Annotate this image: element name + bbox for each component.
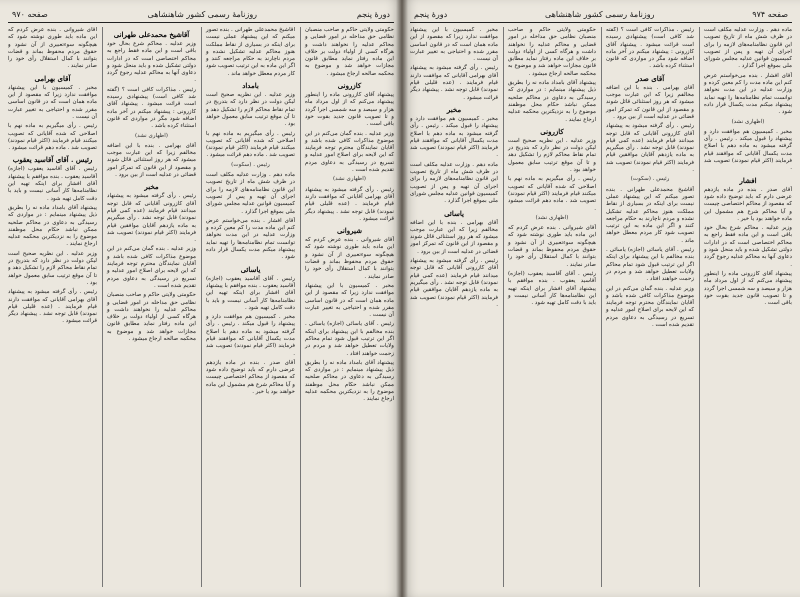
para: وزیر عدلیه . این نظریه صحیح است لیکن دولت در نظر دارد که بتدریج در تمام نقاط محاکم لازم را تشکیل دهد و تا آن موقع ترتیب سابق معمول خواهد بود . bbox=[8, 250, 97, 286]
section-heading: شیروانی bbox=[337, 226, 362, 236]
remark: (اظهاری نشد) bbox=[731, 118, 765, 125]
para: رئیس . مذاکرات کافی است ؟ (گفته شد کافی است) پیشنهادی رسیده است قرائت میشود . پیشنهاد آقای کازرونی : پیشنهاد میکنم در آخر ماده اضافه شود مگر در مواردی که قانون استثناء کرده باشد . bbox=[107, 86, 196, 130]
right-page-header bbox=[410, 8, 792, 23]
para: آقای افشار . بنده می‌خواستم عرض کنم این ماده مدت را کم معین کرده و وزارت عدلیه در این مدت نخواهد توانست تمام نظامنامه‌ها را تهیه نماید پیشنهاد میکنم مدت یکسال قرار داده شود . bbox=[704, 72, 792, 116]
para: حکومتی ولایتی حاکم و صاحب منصبان نظامی حق مداخله در امور قضایی و محاکم عدلیه را نخواهند داشت و هرگاه کسی از اولیاء دولت بر خلاف این ماده رفتار نماید مطابق قانون مجازات خواهد شد و موضوع به محکمه صالحه ارجاع میشود . bbox=[305, 27, 394, 77]
left-page-header bbox=[8, 8, 394, 23]
para: مخبر . کمیسیون هم موافقت دارد و پیشنهاد را قبول میکند . رئیس . رأی گرفته میشود به ماده دهم با اصلاح مدت یکسال آقایانی که موافقند قیام فرمایند (اکثر قیام نمودند) تصویب شد . bbox=[704, 128, 792, 172]
para: آقای بهرامی . بنده با این اضافه مخالفم زیرا که این عبارت موجب میشود که هر روز استثنائی قائل شوند و مقصود از این قانون که تمرکز امور قضائی در عدلیه است از بین برود . bbox=[107, 142, 196, 179]
remark: رئیس . (سکوت) bbox=[630, 176, 670, 183]
para: وزیر عدلیه . محاکم شرع بحال خود باقی است و این ماده فقط راجع به محاکم اختصاصی است که در ادارات دولتی تشکیل شده و باید منحل شود و دعاوی آنها به محاکم عدلیه رجوع گردد . bbox=[107, 41, 196, 84]
para: رئیس . رأی میگیریم به ماده نهم با اصلاحی که شده آقایانی که تصویب میکنند قیام فرمایند (اکثر قیام نمودند) تصویب شد . ماده دهم قرائت میشود . bbox=[206, 130, 295, 159]
para: آقاشیخ محمدعلی طهرانی . بنده تصور میکنم که این پیشنهاد عملی نیست برای اینکه در بسیاری از نقاط مملکت هنوز محاکم عدلیه تشکیل نشده و مردم ناچارند به حکام مراجعه کنند و اگر این ماده به این ترتیب تصویب شود کار مردم معطل خواهد ماند . bbox=[606, 186, 694, 244]
para: رئیس . آقای آقاسید یعقوب (اجازه) آقاسید یعقوب . بنده موافقم با پیشنهاد آقای افشار برای اینکه تهیه این نظامنامه‌ها کار آسانی نیست و باید با دقت کامل تهیه شود . bbox=[508, 270, 596, 307]
para: آقای صدر . بنده در ماده یازدهم عرضی دارم که باید توضیح داده شود که مقصود از محاکم اختصاصی چیست و آیا محاکم شرع هم مشمول این ماده خواهند بود یا خیر . bbox=[206, 359, 295, 396]
section-heading: بامداد bbox=[242, 81, 259, 91]
para: پیشنهاد آقای بامداد ماده نه را بطریق ذیل پیشنهاد مینمایم : در مواردی که رسیدگی به دعاوی در محاکم صلحیه ممکن نباشد حکام محل موظفند موضوع را به نزدیکترین محکمه عدلیه ارجاع نمایند . bbox=[508, 80, 596, 123]
para: رئیس . رأی گرفته میشود به پیشنهاد آقای بهرامی آقایانی که موافقت دارند قیام فرمایند . (عده قلیلی قیام نمودند) قابل توجه نشد . پیشنهاد دیگر قرائت میشود . bbox=[410, 65, 498, 101]
para: رئیس . رأی میگیریم به ماده نهم با اصلاحی که شده آقایانی که تصویب میکنند قیام فرمایند (اکثر قیام نمودند) تصویب شد . ماده دهم قرائت میشود . bbox=[508, 176, 596, 212]
para: حکومتی ولایتی حاکم و صاحب منصبان نظامی حق مداخله در امور قضایی و محاکم عدلیه را نخواهند داشت و هرگاه کسی از اولیاء دولت بر خلاف این ماده رفتار نماید مطابق قانون مجازات خواهد شد و موضوع به محکمه صالحه ارجاع میشود . bbox=[508, 27, 596, 77]
binding-gutter bbox=[396, 0, 408, 597]
para: رئیس . آقای یاسائی (اجازه) یاسائی . بنده مخالفم با این پیشنهاد برای اینکه اگر این ترتیب قبول شود تمام محاکم ولایات تعطیل خواهد شد و مردم در زحمت خواهند افتاد . bbox=[606, 247, 694, 283]
section-heading: مخبر bbox=[446, 104, 462, 114]
para: آقای شیروانی . بنده عرض کردم که این ماده باید طوری نوشته شود که هیچگونه سوءتعبیری از آن نشود و حقوق مردم محفوظ بماند و قضات بتوانند با کمال استقلال رأی خود را صادر نمایند . bbox=[8, 27, 97, 70]
para: رئیس . رأی گرفته میشود به پیشنهاد آقای بهرامی آقایانی که موافقت دارند قیام فرمایند . (عده قلیلی قیام نمودند) قابل توجه نشد . پیشنهاد دیگر قرائت میشود . bbox=[305, 186, 394, 222]
section-heading: کازرونی bbox=[540, 126, 564, 136]
right-col-4 bbox=[410, 27, 498, 587]
para: پیشنهاد آقای بامداد ماده نه را بطریق ذیل پیشنهاد مینمایم : در مواردی که رسیدگی به دعاوی در محاکم صلحیه ممکن نباشد حکام محل موظفند موضوع را به نزدیکترین محکمه عدلیه ارجاع نمایند . bbox=[8, 204, 97, 248]
para: مخبر . کمیسیون هم موافقت دارد و پیشنهاد را قبول میکند . رئیس . رأی گرفته میشود به ماده دهم با اصلاح مدت یکسال آقایانی که موافقند قیام فرمایند (اکثر قیام نمودند) تصویب شد . bbox=[410, 115, 498, 159]
right-header-center: روزنامهٔ رسمی کشور شاهنشاهی bbox=[544, 10, 655, 19]
para: آقای شیروانی . بنده عرض کردم که این ماده باید طوری نوشته شود که هیچگونه سوءتعبیری از آن نشود و حقوق مردم محفوظ بماند و قضات بتوانند با کمال استقلال رأی خود را صادر نمایند . bbox=[305, 237, 394, 280]
section-heading: افشار bbox=[739, 175, 757, 185]
para: وزیر عدلیه . این نظریه صحیح است لیکن دولت در نظر دارد که بتدریج در تمام نقاط محاکم لازم را تشکیل دهد و تا آن موقع ترتیب سابق معمول خواهد بود . bbox=[508, 137, 596, 174]
para: ماده دهم . وزارت عدلیه مکلف است در ظرف شش ماه از تاریخ تصویب این قانون نظامنامه‌های لازمه را برای اجرای آن تهیه و پس از تصویب کمیسیون قوانین عدلیه مجلس شورای ملی بموقع اجرا گذارد . bbox=[206, 172, 295, 215]
right-header-right: صفحه ۹۷۴ bbox=[752, 10, 788, 19]
para: رئیس . مذاکرات کافی است ؟ (گفته شد کافی است) پیشنهادی رسیده است قرائت میشود . پیشنهاد آقای کازرونی : پیشنهاد میکنم در آخر ماده اضافه شود مگر در مواردی که قانون استثناء کرده باشد . bbox=[606, 27, 694, 70]
section-heading: آقای صدر bbox=[635, 73, 665, 83]
left-page-columns bbox=[8, 27, 394, 587]
section-heading: کازرونی bbox=[337, 81, 362, 91]
left-col-1 bbox=[300, 27, 394, 587]
para: پیشنهاد آقای کازرونی ماده را اینطور پیشنهاد می‌کنم که از اول مرداد ماه هزار و سیصد و سه شمسی اجرا گردد و تا تصویب قانون جدید بقوت خود باقی است . bbox=[704, 270, 792, 307]
para: رئیس . رأی گرفته میشود به پیشنهاد آقای کازرونی آقایانی که قابل توجه میدانند قیام فرمایند (عده کمی قیام نمودند) قابل توجه نشد . رأی میگیریم به ماده یازدهم آقایان موافقین قیام فرمایند (اکثر قیام نمودند) تصویب شد . bbox=[606, 123, 694, 174]
section-heading: آقای بهرامی bbox=[34, 73, 71, 83]
right-page-columns bbox=[410, 27, 792, 587]
left-col-3 bbox=[102, 27, 196, 587]
left-header-right: دورهٔ پنجم bbox=[356, 10, 390, 19]
right-col-1 bbox=[699, 27, 792, 587]
right-page bbox=[402, 0, 800, 597]
section-heading: رئیس . آقای آقاسید یعقوب bbox=[12, 155, 93, 165]
para: وزیر عدلیه . بنده گمان می‌کنم در این موضوع مذاکرات کافی شده باشد و آقایان نمایندگان محترم توجه فرمایند که این لایحه برای اصلاح امور عدلیه و تسریع در رسیدگی به دعاوی مردم تقدیم شده است . bbox=[305, 130, 394, 174]
para: وزیر عدلیه . محاکم شرع بحال خود باقی است و این ماده فقط راجع به محاکم اختصاصی است که در ادارات دولتی تشکیل شده و باید منحل شود و دعاوی آنها به محاکم عدلیه رجوع گردد . bbox=[704, 225, 792, 268]
para: وزیر عدلیه . این نظریه صحیح است لیکن دولت در نظر دارد که بتدریج در تمام نقاط محاکم لازم را تشکیل دهد و تا آن موقع ترتیب سابق معمول خواهد بود . bbox=[206, 92, 295, 128]
remark: (اظهاری نشد) bbox=[535, 214, 569, 221]
para: رئیس . رأی گرفته میشود به پیشنهاد آقای بهرامی آقایانی که موافقت دارند قیام فرمایند . (عده قلیلی قیام نمودند) قابل توجه نشد . پیشنهاد دیگر قرائت میشود . bbox=[8, 289, 97, 325]
para: پیشنهاد آقای کازرونی ماده را اینطور پیشنهاد می‌کنم که از اول مرداد ماه هزار و سیصد و سه شمسی اجرا گردد و تا تصویب قانون جدید بقوت خود باقی است . bbox=[305, 92, 394, 128]
left-header-left: صفحه ۹۷۰ bbox=[12, 10, 48, 19]
remark: رئیس . (سکوت) bbox=[231, 161, 270, 168]
left-header-center: روزنامهٔ رسمی کشور شاهنشاهی bbox=[147, 10, 258, 19]
para: رئیس . آقای یاسائی (اجازه) یاسائی . بنده مخالفم با این پیشنهاد برای اینکه اگر این ترتیب قبول شود تمام محاکم ولایات تعطیل خواهد شد و مردم در زحمت خواهند افتاد . bbox=[305, 321, 394, 357]
para: رئیس . آقای آقاسید یعقوب (اجازه) آقاسید یعقوب . بنده موافقم با پیشنهاد آقای افشار برای اینکه تهیه این نظامنامه‌ها کار آسانی نیست و باید با دقت کامل تهیه شود . bbox=[206, 275, 295, 311]
para: پیشنهاد آقای بامداد ماده نه را بطریق ذیل پیشنهاد مینمایم : در مواردی که رسیدگی به دعاوی در محاکم صلحیه ممکن نباشد حکام محل موظفند موضوع را به نزدیکترین محکمه عدلیه ارجاع نمایند . bbox=[305, 359, 394, 403]
left-col-2 bbox=[201, 27, 295, 587]
para: آقای بهرامی . بنده با این اضافه مخالفم زیرا که این عبارت موجب میشود که هر روز استثنائی قائل شوند و مقصود از این قانون که تمرکز امور قضائی در عدلیه است از بین برود . bbox=[606, 84, 694, 120]
right-header-left: دورهٔ پنجم bbox=[414, 10, 448, 19]
para: رئیس . رأی میگیریم به ماده نهم با اصلاحی که شده آقایانی که تصویب میکنند قیام فرمایند (اکثر قیام نمودند) تصویب شد . ماده دهم قرائت میشود . bbox=[8, 123, 97, 152]
para: رئیس . آقای آقاسید یعقوب (اجازه) آقاسید یعقوب . بنده موافقم با پیشنهاد آقای افشار برای اینکه تهیه این نظامنامه‌ها کار آسانی نیست و باید با دقت کامل تهیه شود . bbox=[8, 166, 97, 202]
section-heading: آقاشیخ محمدعلی طهرانی bbox=[113, 30, 190, 39]
para: آقای شیروانی . بنده عرض کردم که این ماده باید طوری نوشته شود که هیچگونه سوءتعبیری از آن نشود و حقوق مردم محفوظ بماند و قضات بتوانند با کمال استقلال رأی خود را صادر نمایند . bbox=[508, 225, 596, 268]
para: آقای بهرامی . بنده با این اضافه مخالفم زیرا که این عبارت موجب میشود که هر روز استثنائی قائل شوند و مقصود از این قانون که تمرکز امور قضائی در عدلیه است از بین برود . bbox=[410, 219, 498, 255]
para: وزیر عدلیه . بنده گمان می‌کنم در این موضوع مذاکرات کافی شده باشد و آقایان نمایندگان محترم توجه فرمایند که این لایحه برای اصلاح امور عدلیه و تسریع در رسیدگی به دعاوی مردم تقدیم شده است . bbox=[107, 246, 196, 289]
para: مخبر . کمیسیون با این پیشنهاد موافقت ندارد زیرا که مقصود از این ماده همان است که در قانون اساسی مقرر شده و احتیاجی به تغییر عبارت آن نیست . bbox=[305, 282, 394, 319]
para: ماده دهم . وزارت عدلیه مکلف است در ظرف شش ماه از تاریخ تصویب این قانون نظامنامه‌های لازمه را برای اجرای آن تهیه و پس از تصویب کمیسیون قوانین عدلیه مجلس شورای ملی بموقع اجرا گذارد . bbox=[410, 161, 498, 205]
para: ماده دهم . وزارت عدلیه مکلف است در ظرف شش ماه از تاریخ تصویب این قانون نظامنامه‌های لازمه را برای اجرای آن تهیه و پس از تصویب کمیسیون قوانین عدلیه مجلس شورای ملی بموقع اجرا گذارد . bbox=[704, 27, 792, 70]
para: حکومتی ولایتی حاکم و صاحب منصبان نظامی حق مداخله در امور قضایی و محاکم عدلیه را نخواهند داشت و هرگاه کسی از اولیاء دولت بر خلاف این ماده رفتار نماید مطابق قانون مجازات خواهد شد و موضوع به محکمه صالحه ارجاع میشود . bbox=[107, 292, 196, 342]
left-col-4 bbox=[8, 27, 97, 587]
para: مخبر . کمیسیون با این پیشنهاد موافقت ندارد زیرا که مقصود از این ماده همان است که در قانون اساسی مقرر شده و احتیاجی به تغییر عبارت آن نیست . bbox=[410, 27, 498, 63]
remark: (اظهاری نشد) bbox=[333, 176, 366, 183]
section-heading: یاسائی bbox=[240, 264, 261, 274]
para: رئیس . رأی گرفته میشود به پیشنهاد آقای کازرونی آقایانی که قابل توجه میدانند قیام فرمایند (عده کمی قیام نمودند) قابل توجه نشد . رأی میگیریم به ماده یازدهم آقایان موافقین قیام فرمایند (اکثر قیام نمودند) تصویب شد . bbox=[410, 258, 498, 308]
section-heading: یاسائی bbox=[444, 208, 464, 218]
remark: (اظهاری نشد) bbox=[135, 132, 168, 139]
para: مخبر . کمیسیون با این پیشنهاد موافقت ندارد زیرا که مقصود از این ماده همان است که در قانون اساسی مقرر شده و احتیاجی به تغییر عبارت آن نیست . bbox=[8, 84, 97, 120]
para: وزیر عدلیه . بنده گمان می‌کنم در این موضوع مذاکرات کافی شده باشد و آقایان نمایندگان محترم توجه فرمایند که این لایحه برای اصلاح امور عدلیه و تسریع در رسیدگی به دعاوی مردم تقدیم شده است . bbox=[606, 285, 694, 328]
right-col-2 bbox=[601, 27, 694, 587]
para: آقاشیخ محمدعلی طهرانی . بنده تصور میکنم که این پیشنهاد عملی نیست برای اینکه در بسیاری از نقاط مملکت هنوز محاکم عدلیه تشکیل نشده و مردم ناچارند به حکام مراجعه کنند و اگر این ماده به این ترتیب تصویب شود کار مردم معطل خواهد ماند . bbox=[206, 27, 295, 77]
para: آقای صدر . بنده در ماده یازدهم عرضی دارم که باید توضیح داده شود که مقصود از محاکم اختصاصی چیست و آیا محاکم شرع هم مشمول این ماده خواهند بود یا خیر . bbox=[704, 186, 792, 222]
para: رئیس . رأی گرفته میشود به پیشنهاد آقای کازرونی آقایانی که قابل توجه میدانند قیام فرمایند (عده کمی قیام نمودند) قابل توجه نشد . رأی میگیریم به ماده یازدهم آقایان موافقین قیام فرمایند (اکثر قیام نمودند) تصویب شد . bbox=[107, 193, 196, 244]
para: آقای افشار . بنده می‌خواستم عرض کنم این ماده مدت را کم معین کرده و وزارت عدلیه در این مدت نخواهد توانست تمام نظامنامه‌ها را تهیه نماید پیشنهاد میکنم مدت یکسال قرار داده شود . bbox=[206, 217, 295, 261]
para: مخبر . کمیسیون هم موافقت دارد و پیشنهاد را قبول میکند . رئیس . رأی گرفته میشود به ماده دهم با اصلاح مدت یکسال آقایانی که موافقند قیام فرمایند (اکثر قیام نمودند) تصویب شد . bbox=[206, 314, 295, 357]
right-col-3 bbox=[503, 27, 596, 587]
section-heading: مخبر bbox=[144, 182, 159, 192]
